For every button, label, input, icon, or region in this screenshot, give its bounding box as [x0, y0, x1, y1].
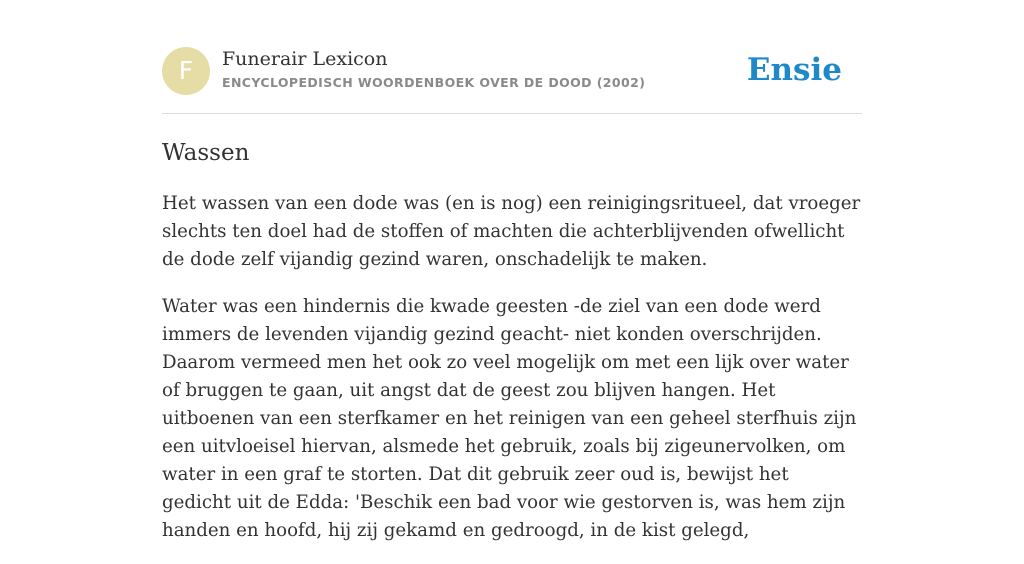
book-title[interactable]: Funerair Lexicon	[222, 48, 388, 70]
header	[162, 46, 862, 96]
entry-paragraph: Het wassen van een dode was (en is nog) een reinigingsritueel, dat vroeger slechts ten doel had de stoffen of machten die achterblijvenden ofwellicht de dode zelf vijandig gezind waren, onschadelijk te maken.	[162, 193, 861, 270]
book-avatar[interactable]: F	[162, 47, 210, 95]
entry-paragraph: Water was een hindernis die kwade geesten -de ziel van een dode werd immers de levenden vijandig gezind geacht- niet konden overschrijden. Daarom vermeed men het ook zo veel mogelijk om met een lijk over water of bruggen te gaan, uit angst dat de geest zou blijven hangen. Het uitboenen van een sterfkamer en het reinigen van een geheel sterfhuis zijn een uitvloeisel hiervan, alsmede het gebruik, zoals bij zigeunervolken, om water in een graf te storten. Dat dit gebruik zeer oud is, bewijst het gedicht uit de Edda: 'Beschik een bad voor wie gestorven is, was hem zijn handen en hoofd, hij zij gekamd en gedroogd, in de kist gelegd,	[162, 296, 857, 541]
entry-title: Wassen	[162, 140, 250, 166]
entry-body	[162, 190, 862, 564]
ensie-logo[interactable]: Ensie	[746, 52, 842, 88]
book-subtitle: ENCYCLOPEDISCH WOORDENBOEK OVER DE DOOD (2002)	[222, 75, 646, 90]
header-divider	[162, 113, 862, 114]
